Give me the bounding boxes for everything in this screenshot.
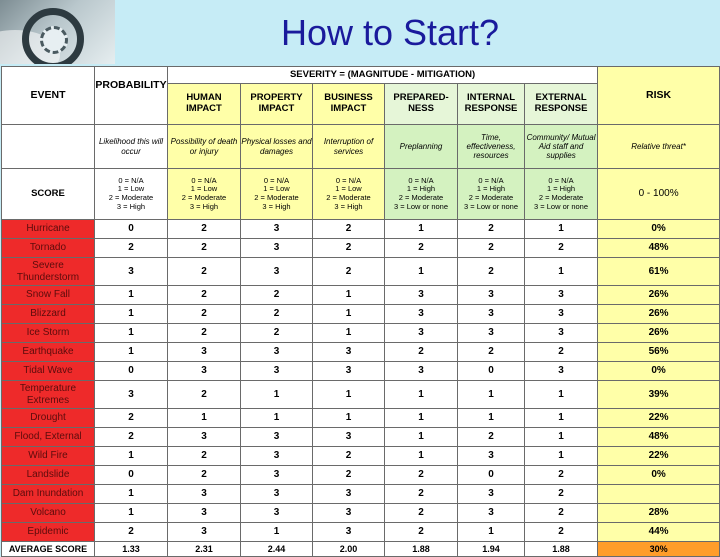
score-internal: 0 = N/A 1 = High 2 = Moderate 3 = Low or none [458, 169, 525, 220]
business-score-cell: 3 [313, 428, 385, 447]
risk-percent-cell: 22% [598, 409, 720, 428]
external-score-cell: 2 [525, 485, 598, 504]
preparedness-score-cell: 3 [385, 324, 458, 343]
preparedness-score-cell: 3 [385, 362, 458, 381]
probability-score-cell: 3 [95, 381, 168, 409]
human-score-cell: 3 [168, 523, 241, 542]
external-score-cell: 1 [525, 409, 598, 428]
score-human: 0 = N/A 1 = Low 2 = Moderate 3 = High [168, 169, 241, 220]
probability-score-cell: 0 [95, 466, 168, 485]
preparedness-score-cell: 1 [385, 381, 458, 409]
business-score-cell: 1 [313, 286, 385, 305]
risk-percent-cell [598, 485, 720, 504]
business-score-cell: 1 [313, 409, 385, 428]
event-name-cell: Epidemic [2, 523, 95, 542]
header-risk: RISK [598, 67, 720, 125]
description-property: Physical losses and damages [241, 125, 313, 169]
probability-average-cell: 1.33 [95, 542, 168, 557]
description-external: Community/ Mutual Aid staff and supplies [525, 125, 598, 169]
header-probability: PROBABILITY [95, 67, 168, 125]
event-name-cell: Volcano [2, 504, 95, 523]
probability-score-cell: 0 [95, 220, 168, 239]
table-row [2, 485, 720, 504]
external-score-cell: 2 [525, 504, 598, 523]
score-property: 0 = N/A 1 = Low 2 = Moderate 3 = High [241, 169, 313, 220]
preparedness-average-cell: 1.88 [385, 542, 458, 557]
event-name-cell: Flood, External [2, 428, 95, 447]
risk-percent-cell: 26% [598, 286, 720, 305]
business-score-cell: 1 [313, 324, 385, 343]
score-row [2, 169, 720, 220]
property-score-cell: 3 [241, 343, 313, 362]
score-risk: 0 - 100% [598, 169, 720, 220]
external-score-cell: 1 [525, 447, 598, 466]
risk-percent-cell: 48% [598, 428, 720, 447]
human-score-cell: 2 [168, 447, 241, 466]
event-name-cell: Blizzard [2, 305, 95, 324]
event-name-cell: Wild Fire [2, 447, 95, 466]
risk-percent-cell: 0% [598, 220, 720, 239]
property-score-cell: 3 [241, 447, 313, 466]
human-score-cell: 3 [168, 428, 241, 447]
preparedness-score-cell: 3 [385, 286, 458, 305]
property-score-cell: 2 [241, 286, 313, 305]
human-score-cell: 2 [168, 239, 241, 258]
risk-percent-cell: 26% [598, 305, 720, 324]
event-name-cell: Tidal Wave [2, 362, 95, 381]
table-row [2, 343, 720, 362]
internal-score-cell: 0 [458, 362, 525, 381]
property-score-cell: 1 [241, 381, 313, 409]
table-row [2, 362, 720, 381]
probability-score-cell: 1 [95, 305, 168, 324]
internal-score-cell: 2 [458, 220, 525, 239]
header-row-top [2, 67, 720, 84]
preparedness-score-cell: 1 [385, 409, 458, 428]
business-score-cell: 2 [313, 447, 385, 466]
human-score-cell: 3 [168, 362, 241, 381]
human-score-cell: 2 [168, 286, 241, 305]
table-row [2, 409, 720, 428]
probability-score-cell: 1 [95, 447, 168, 466]
probability-score-cell: 2 [95, 239, 168, 258]
event-name-cell: Severe Thunderstorm [2, 258, 95, 286]
property-score-cell: 2 [241, 305, 313, 324]
probability-score-cell: 1 [95, 343, 168, 362]
table-row [2, 504, 720, 523]
table-row [2, 286, 720, 305]
human-score-cell: 2 [168, 220, 241, 239]
human-score-cell: 1 [168, 409, 241, 428]
table-row [2, 381, 720, 409]
header-property-impact: PROPERTY IMPACT [241, 84, 313, 125]
preparedness-score-cell: 2 [385, 485, 458, 504]
description-human: Possibility of death or injury [168, 125, 241, 169]
score-label: SCORE [2, 169, 95, 220]
score-preparedness: 0 = N/A 1 = High 2 = Moderate 3 = Low or none [385, 169, 458, 220]
property-score-cell: 1 [241, 523, 313, 542]
property-score-cell: 3 [241, 362, 313, 381]
preparedness-score-cell: 2 [385, 343, 458, 362]
external-score-cell: 2 [525, 466, 598, 485]
internal-score-cell: 2 [458, 343, 525, 362]
business-score-cell: 2 [313, 239, 385, 258]
human-score-cell: 2 [168, 466, 241, 485]
business-score-cell: 2 [313, 258, 385, 286]
business-score-cell: 2 [313, 466, 385, 485]
external-score-cell: 1 [525, 220, 598, 239]
average-score-row [2, 542, 720, 557]
preparedness-score-cell: 1 [385, 447, 458, 466]
human-score-cell: 2 [168, 381, 241, 409]
event-name-cell: Snow Fall [2, 286, 95, 305]
table-row [2, 258, 720, 286]
description-row [2, 125, 720, 169]
header-event: EVENT [2, 67, 95, 125]
probability-score-cell: 2 [95, 409, 168, 428]
internal-score-cell: 3 [458, 447, 525, 466]
event-name-cell: Tornado [2, 239, 95, 258]
event-name-cell: Landslide [2, 466, 95, 485]
probability-score-cell: 1 [95, 286, 168, 305]
table-row [2, 447, 720, 466]
human-score-cell: 3 [168, 504, 241, 523]
score-external: 0 = N/A 1 = High 2 = Moderate 3 = Low or none [525, 169, 598, 220]
human-score-cell: 2 [168, 305, 241, 324]
event-name-cell: Earthquake [2, 343, 95, 362]
property-score-cell: 1 [241, 409, 313, 428]
human-average-cell: 2.31 [168, 542, 241, 557]
average-risk-cell: 30% [598, 542, 720, 557]
risk-percent-cell: 44% [598, 523, 720, 542]
external-score-cell: 2 [525, 239, 598, 258]
internal-score-cell: 3 [458, 286, 525, 305]
table-row [2, 324, 720, 343]
business-score-cell: 3 [313, 504, 385, 523]
table-row [2, 305, 720, 324]
external-score-cell: 2 [525, 343, 598, 362]
human-score-cell: 3 [168, 343, 241, 362]
description-risk: Relative threat* [598, 125, 720, 169]
description-internal: Time, effectiveness, resources [458, 125, 525, 169]
human-score-cell: 2 [168, 258, 241, 286]
external-score-cell: 3 [525, 324, 598, 343]
risk-percent-cell: 28% [598, 504, 720, 523]
business-score-cell: 1 [313, 305, 385, 324]
header-internal-response: INTERNAL RESPONSE [458, 84, 525, 125]
risk-percent-cell: 61% [598, 258, 720, 286]
external-average-cell: 1.88 [525, 542, 598, 557]
internal-average-cell: 1.94 [458, 542, 525, 557]
internal-score-cell: 1 [458, 381, 525, 409]
risk-percent-cell: 0% [598, 362, 720, 381]
preparedness-score-cell: 2 [385, 504, 458, 523]
business-score-cell: 3 [313, 362, 385, 381]
internal-score-cell: 3 [458, 504, 525, 523]
internal-score-cell: 1 [458, 409, 525, 428]
table-row [2, 220, 720, 239]
event-name-cell: Drought [2, 409, 95, 428]
average-score-label: AVERAGE SCORE [2, 542, 95, 557]
table-row [2, 239, 720, 258]
human-score-cell: 2 [168, 324, 241, 343]
risk-percent-cell: 26% [598, 324, 720, 343]
preparedness-score-cell: 1 [385, 220, 458, 239]
probability-score-cell: 2 [95, 523, 168, 542]
business-score-cell: 3 [313, 523, 385, 542]
property-score-cell: 3 [241, 504, 313, 523]
internal-score-cell: 0 [458, 466, 525, 485]
event-name-cell: Dam Inundation [2, 485, 95, 504]
business-score-cell: 3 [313, 343, 385, 362]
risk-percent-cell: 56% [598, 343, 720, 362]
probability-score-cell: 3 [95, 258, 168, 286]
description-preparedness: Preplanning [385, 125, 458, 169]
preparedness-score-cell: 2 [385, 523, 458, 542]
hazard-vulnerability-table [1, 66, 720, 557]
score-probability: 0 = N/A 1 = Low 2 = Moderate 3 = High [95, 169, 168, 220]
external-score-cell: 3 [525, 362, 598, 381]
probability-score-cell: 1 [95, 324, 168, 343]
event-name-cell: Ice Storm [2, 324, 95, 343]
risk-percent-cell: 22% [598, 447, 720, 466]
business-score-cell: 2 [313, 220, 385, 239]
property-score-cell: 3 [241, 485, 313, 504]
external-score-cell: 1 [525, 381, 598, 409]
preparedness-score-cell: 1 [385, 428, 458, 447]
header-severity: SEVERITY = (MAGNITUDE - MITIGATION) [168, 67, 598, 84]
slide-title: How to Start? [280, 12, 500, 53]
business-score-cell: 3 [313, 485, 385, 504]
internal-score-cell: 2 [458, 428, 525, 447]
probability-score-cell: 1 [95, 504, 168, 523]
risk-percent-cell: 48% [598, 239, 720, 258]
preparedness-score-cell: 2 [385, 239, 458, 258]
external-score-cell: 3 [525, 305, 598, 324]
event-name-cell: Hurricane [2, 220, 95, 239]
description-probability: Likelihood this will occur [95, 125, 168, 169]
description-event [2, 125, 95, 169]
internal-score-cell: 3 [458, 305, 525, 324]
external-score-cell: 2 [525, 523, 598, 542]
property-score-cell: 3 [241, 239, 313, 258]
human-score-cell: 3 [168, 485, 241, 504]
probability-score-cell: 2 [95, 428, 168, 447]
internal-score-cell: 2 [458, 258, 525, 286]
external-score-cell: 3 [525, 286, 598, 305]
property-score-cell: 3 [241, 258, 313, 286]
header-human-impact: HUMAN IMPACT [168, 84, 241, 125]
internal-score-cell: 2 [458, 239, 525, 258]
header-business-impact: BUSINESS IMPACT [313, 84, 385, 125]
description-business: Interruption of services [313, 125, 385, 169]
risk-percent-cell: 39% [598, 381, 720, 409]
property-average-cell: 2.44 [241, 542, 313, 557]
preparedness-score-cell: 1 [385, 258, 458, 286]
internal-score-cell: 3 [458, 485, 525, 504]
score-business: 0 = N/A 1 = Low 2 = Moderate 3 = High [313, 169, 385, 220]
probability-score-cell: 0 [95, 362, 168, 381]
risk-percent-cell: 0% [598, 466, 720, 485]
internal-score-cell: 3 [458, 324, 525, 343]
business-score-cell: 1 [313, 381, 385, 409]
table-row [2, 523, 720, 542]
external-score-cell: 1 [525, 258, 598, 286]
property-score-cell: 3 [241, 428, 313, 447]
header-external-response: EXTERNAL RESPONSE [525, 84, 598, 125]
business-average-cell: 2.00 [313, 542, 385, 557]
table-row [2, 466, 720, 485]
property-score-cell: 3 [241, 220, 313, 239]
event-name-cell: Temperature Extremes [2, 381, 95, 409]
internal-score-cell: 1 [458, 523, 525, 542]
table-row [2, 428, 720, 447]
preparedness-score-cell: 2 [385, 466, 458, 485]
property-score-cell: 2 [241, 324, 313, 343]
header-preparedness: PREPARED-NESS [385, 84, 458, 125]
external-score-cell: 1 [525, 428, 598, 447]
property-score-cell: 3 [241, 466, 313, 485]
preparedness-score-cell: 3 [385, 305, 458, 324]
probability-score-cell: 1 [95, 485, 168, 504]
